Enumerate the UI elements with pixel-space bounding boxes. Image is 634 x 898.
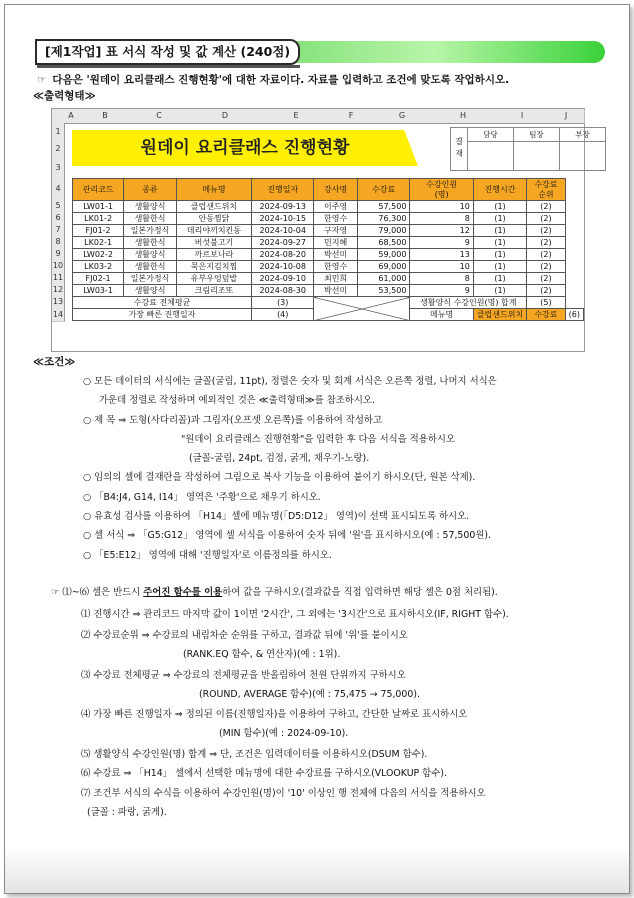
column-header: B [78,109,133,124]
table-cell: (2) [527,201,565,213]
row-header: 1 [52,123,65,141]
spreadsheet-preview [51,108,590,352]
table-cell: 2024-08-30 [252,285,314,297]
row-header: 6 [52,212,65,225]
column-header: E [264,109,329,124]
table-cell: (1) [473,225,526,237]
row-header: 9 [52,248,65,261]
function-instruction: ⑸ 생활양식 수강인원(명) 합계 ⇒ 단, 조건은 입력데이터를 이용하시오(DSUM 함수). [81,749,428,760]
column-title: 강사명 [314,179,357,201]
table-cell: (2) [527,285,565,297]
header-row [73,179,584,201]
table-cell: 2024-10-15 [252,213,314,225]
table-cell: (1) [473,285,526,297]
summary-row [73,297,584,309]
table-row [73,213,584,225]
table-cell: (2) [527,213,565,225]
condition-line: ○ 유효성 검사를 이용하여 「H14」셀에 메뉴명(「D5:D12」 영역)이 선택 표시되도록 하시오. [83,511,470,522]
condition-line: ○ 임의의 셀에 결재란을 작성하여 그림으로 복사 기능을 이용하여 붙이기 하시오(단, 원본 삭제). [83,472,476,483]
conditions-label: ≪조건≫ [33,356,76,368]
page-shadow [5,845,629,893]
fee-label: 수강료 [527,309,565,321]
fastest-date-value: (4) [252,309,314,321]
table-cell: 박선미 [314,249,357,261]
table-cell: 53,500 [357,285,410,297]
condition-line: ○ 셀 서식 ⇒ 「G5:G12」 영역에 셀 서식을 이용하여 숫자 뒤에 '원'을 표시하시오(예 : 57,500원). [83,530,492,541]
banner-title: 원데이 요리클래스 진행현황 [140,138,350,158]
fastest-date-label: 가장 빠른 진행일자 [73,309,252,321]
function-note [51,586,498,599]
table-cell: (2) [527,249,565,261]
approval-sign-cell [559,141,605,170]
table-cell: 13 [410,249,473,261]
column-title: 진행일자 [252,179,314,201]
table-cell: 클럽샌드위치 [176,201,251,213]
table-cell: 묵은지김치찜 [176,261,251,273]
table-cell: 57,500 [357,201,410,213]
task-title: [제1작업] 표 서식 작성 및 값 계산 (240점) [35,39,300,65]
condition-line: 가운데 정렬로 작성하며 예외적인 것은 ≪출력형태≫를 참조하시오. [99,395,375,406]
row-header: 8 [52,236,65,249]
table-cell: 8 [410,213,473,225]
table-cell: 까르보나라 [176,249,251,261]
condition-line: ○ 「B4:J4, G14, I14」 영역은 '주황'으로 채우기 하시오. [83,492,321,503]
sum-label: 생활양식 수강인원(명) 합계 [410,297,527,309]
table-cell: (2) [527,261,565,273]
column-title: 종류 [124,179,177,201]
table-cell: 한영수 [314,213,357,225]
table-cell: (2) [527,225,565,237]
table-cell: (1) [473,201,526,213]
table-cell: 생활양식 [124,285,177,297]
table-cell: 이주영 [314,201,357,213]
table-cell: 12 [410,225,473,237]
table-cell: 일본가정식 [124,225,177,237]
function-instruction: ⑷ 가장 빠른 진행일자 ⇒ 정의된 이름(진행일자)을 이용하여 구하고, 간단한 날짜로 표시하시오 [81,709,468,720]
condition-line: (글꼴-굴림, 24pt, 검정, 굵게, 채우기-노랑). [189,453,370,464]
table-cell: 생활한식 [124,237,177,249]
table-cell: LW02-2 [73,249,124,261]
crossed-cell [314,297,410,321]
row-header: 11 [52,272,65,285]
table-cell: (1) [473,213,526,225]
table-cell: 2024-10-08 [252,261,314,273]
table-cell: LW01-1 [73,201,124,213]
table-row [73,225,584,237]
table-cell: LK02-1 [73,237,124,249]
table-cell: 68,500 [357,237,410,249]
table-cell: 생활양식 [124,249,177,261]
table-cell: 2024-08-20 [252,249,314,261]
menu-label: 메뉴명 [410,309,473,321]
row-header: 2 [52,140,65,158]
approval-role: 담당 [467,128,513,142]
function-instruction: (글꼴 : 파랑, 굵게). [87,807,167,818]
sum-value: (5) [527,297,565,309]
table-cell: 생활양식 [124,201,177,213]
table-cell: 2024-09-13 [252,201,314,213]
column-title: 수강료 [357,179,410,201]
table-cell: 유부우엉덮밥 [176,273,251,285]
table-cell: LW03-1 [73,285,124,297]
approval-sign-cell [513,141,559,170]
column-header: J [548,109,585,124]
column-title: 진행시간 [473,179,526,201]
table-cell: 생활한식 [124,261,177,273]
condition-line: ○ 「E5:E12」 영역에 대해 '진행일자'로 이름정의를 하시오. [83,550,332,561]
title-banner [72,130,418,166]
table-cell: 76,300 [357,213,410,225]
column-title: 메뉴명 [176,179,251,201]
table-cell: 민지혜 [314,237,357,249]
column-title: 수강인원 (명) [410,179,473,201]
average-value: (3) [252,297,314,309]
row-header: 3 [52,157,65,179]
function-note-post: 하여 값을 구하시오(결과값을 직접 입력하면 해당 셀은 0점 처리됨). [222,587,498,598]
menu-select-cell: 클럽샌드위치 [473,309,526,321]
table-cell: 생활한식 [124,213,177,225]
column-title: 수강료 순위 [527,179,565,201]
function-instruction: ⑺ 조건부 서식의 수식을 이용하여 수강인원(명)이 '10' 이상인 행 전체에 다음의 서식을 적용하시오 [81,788,486,799]
function-instruction: ⑴ 진행시간 ⇒ 관리코드 마지막 값이 1이면 '2시간', 그 외에는 '3시간'으로 표시하시오(IF, RIGHT 함수). [81,609,509,620]
table-cell: 2024-10-04 [252,225,314,237]
intro-line [37,72,509,87]
column-header: H [430,109,497,124]
output-label: ≪출력형태≫ [33,90,96,102]
row-header: 5 [52,200,65,213]
table-cell: 한영수 [314,261,357,273]
table-cell: 61,000 [357,273,410,285]
approval-side-label: 결 재 [455,137,463,158]
column-header: I [496,109,549,124]
row-header: 12 [52,284,65,297]
row-header: 4 [52,178,65,201]
table-cell: 크림리조또 [176,285,251,297]
function-note-emphasis: 주어진 함수를 이용 [143,587,223,598]
function-instruction: (MIN 함수)(예 : 2024-09-10). [219,728,349,739]
table-row [73,285,584,297]
condition-line: ○ 제 목 ⇒ 도형(사다리꼴)과 그림자(오프셋 오른쪽)를 이용하여 작성하고 [83,415,383,426]
approval-role: 부장 [559,128,605,142]
table-cell: 8 [410,273,473,285]
table-cell: 박선미 [314,285,357,297]
row-header: 10 [52,260,65,273]
function-note-pre: ☞ ⑴~⑹ 셀은 반드시 [51,587,144,598]
table-row [73,273,584,285]
table-cell: (1) [473,273,526,285]
approval-role: 팀장 [513,128,559,142]
table-row [73,237,584,249]
table-cell: 일본가정식 [124,273,177,285]
table-cell: 버섯불고기 [176,237,251,249]
column-header: F [328,109,375,124]
row-header: 7 [52,224,65,237]
row-header: 14 [52,308,65,322]
condition-line: ○ 모든 데이터의 서식에는 글꼴(굴림, 11pt), 정렬은 숫자 및 회계 서식은 오른쪽 정렬, 나머지 서식은 [83,376,497,387]
row-header: 13 [52,296,65,309]
function-instruction: ⑵ 수강료순위 ⇒ 수강료의 내림차순 순위를 구하고, 결과값 뒤에 '위'를 붙이시오 [81,630,408,641]
column-header: D [186,109,265,124]
function-instruction: ⑶ 수강료 전체평균 ⇒ 수강료의 전체평균을 반올림하여 천원 단위까지 구하시오 [81,670,406,681]
function-instruction: (RANK.EQ 함수, & 연산자)(예 : 1위). [183,649,341,660]
condition-line: "원데이 요리클래스 진행현황"을 입력한 후 다음 서식을 적용하시오 [181,434,456,445]
table-cell: 9 [410,237,473,249]
exam-page [4,4,630,894]
table-cell: (2) [527,237,565,249]
table-cell: 2024-09-10 [252,273,314,285]
table-cell: 79,000 [357,225,410,237]
table-row [73,249,584,261]
function-instruction: (ROUND, AVERAGE 함수)(예 : 75,475 → 75,000). [199,689,420,700]
table-cell: (1) [473,261,526,273]
column-title: 관리코드 [73,179,124,201]
table-cell: 안동찜닭 [176,213,251,225]
table-cell: LK03-2 [73,261,124,273]
table-cell: 10 [410,201,473,213]
table-cell: (2) [527,273,565,285]
data-table [72,178,584,321]
intro-text: 다음은 '원데이 요리클래스 진행현황'에 대한 자료이다. 자료를 입력하고 조건에 맞도록 작업하시오. [52,74,510,86]
table-cell: 9 [410,285,473,297]
table-row [73,201,584,213]
table-row [73,261,584,273]
task-title-bar [35,41,605,63]
table-cell: 2024-09-27 [252,237,314,249]
table-cell: FJ01-2 [73,225,124,237]
table-cell: (1) [473,249,526,261]
pointer-icon: ☞ [37,74,47,86]
table-cell: 69,000 [357,261,410,273]
column-header: A [64,109,79,124]
column-header: C [132,109,187,124]
fee-value: (6) [565,309,583,321]
average-label: 수강료 전체평균 [73,297,252,309]
table-cell: 10 [410,261,473,273]
table-cell: (1) [473,237,526,249]
table-cell: LK01-2 [73,213,124,225]
column-header: G [374,109,431,124]
table-cell: 최민희 [314,273,357,285]
function-instruction: ⑹ 수강료 ⇒ 「H14」 셀에서 선택한 메뉴명에 대한 수강료를 구하시오(VLOOKUP 함수). [81,768,447,779]
table-cell: 구자영 [314,225,357,237]
table-cell: FJ02-1 [73,273,124,285]
table-cell: 59,000 [357,249,410,261]
table-cell: 데리야끼치킨동 [176,225,251,237]
approval-box [450,127,606,171]
approval-sign-cell [467,141,513,170]
